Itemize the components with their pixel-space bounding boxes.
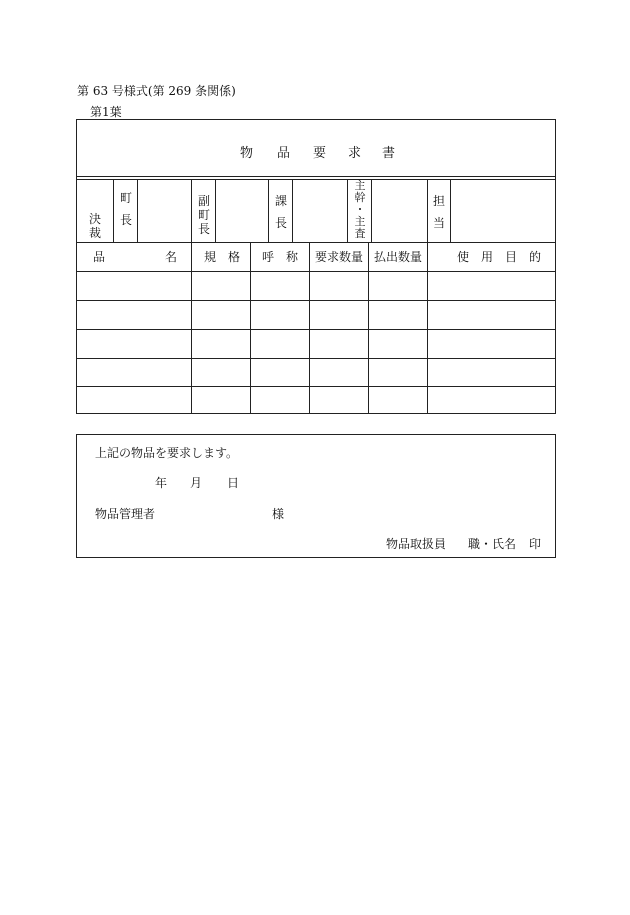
seal-label: 印: [529, 537, 542, 551]
col-kosho: 呼 称: [262, 250, 299, 264]
sheet-number: 第1葉: [90, 105, 122, 119]
kacho-label: 課 長: [274, 194, 287, 230]
request-form-table: [76, 119, 556, 414]
title-char-1: 物: [240, 146, 254, 161]
handler-label: 物品取扱員: [386, 537, 447, 551]
col-shiyo-mokuteki: 使 用 目 的: [457, 250, 542, 264]
tanto-label: 担 当: [432, 194, 445, 230]
sama-label: 様: [272, 507, 285, 521]
title-char-5: 書: [382, 146, 396, 161]
col-hinmei-b: 名: [165, 250, 178, 264]
col-kikaku: 規 格: [204, 250, 241, 264]
col-haraidashi-suryo: 払出数量: [374, 250, 423, 264]
kessai-label: 決 裁: [88, 212, 101, 240]
col-hinmei-a: 品: [93, 250, 106, 264]
title-name-label: 職・氏名: [468, 537, 517, 551]
date-day-label: 日: [227, 476, 240, 490]
form-reference: 第 63 号様式(第 269 条関係): [77, 84, 236, 98]
shukan-shusa-label: 主 幹 ・ 主 査: [354, 179, 366, 240]
date-year-label: 年: [155, 476, 168, 490]
date-month-label: 月: [190, 476, 203, 490]
col-yokyu-suryo: 要求数量: [315, 250, 364, 264]
request-note-box: [76, 434, 556, 558]
cho-label: 町 長: [119, 191, 132, 227]
title-char-3: 要: [313, 146, 327, 161]
request-statement: 上記の物品を要求します。: [95, 446, 239, 460]
title-char-2: 品: [277, 146, 291, 161]
fukucho-label: 副 町 長: [197, 194, 210, 236]
manager-label: 物品管理者: [95, 507, 156, 521]
title-char-4: 求: [348, 146, 362, 161]
